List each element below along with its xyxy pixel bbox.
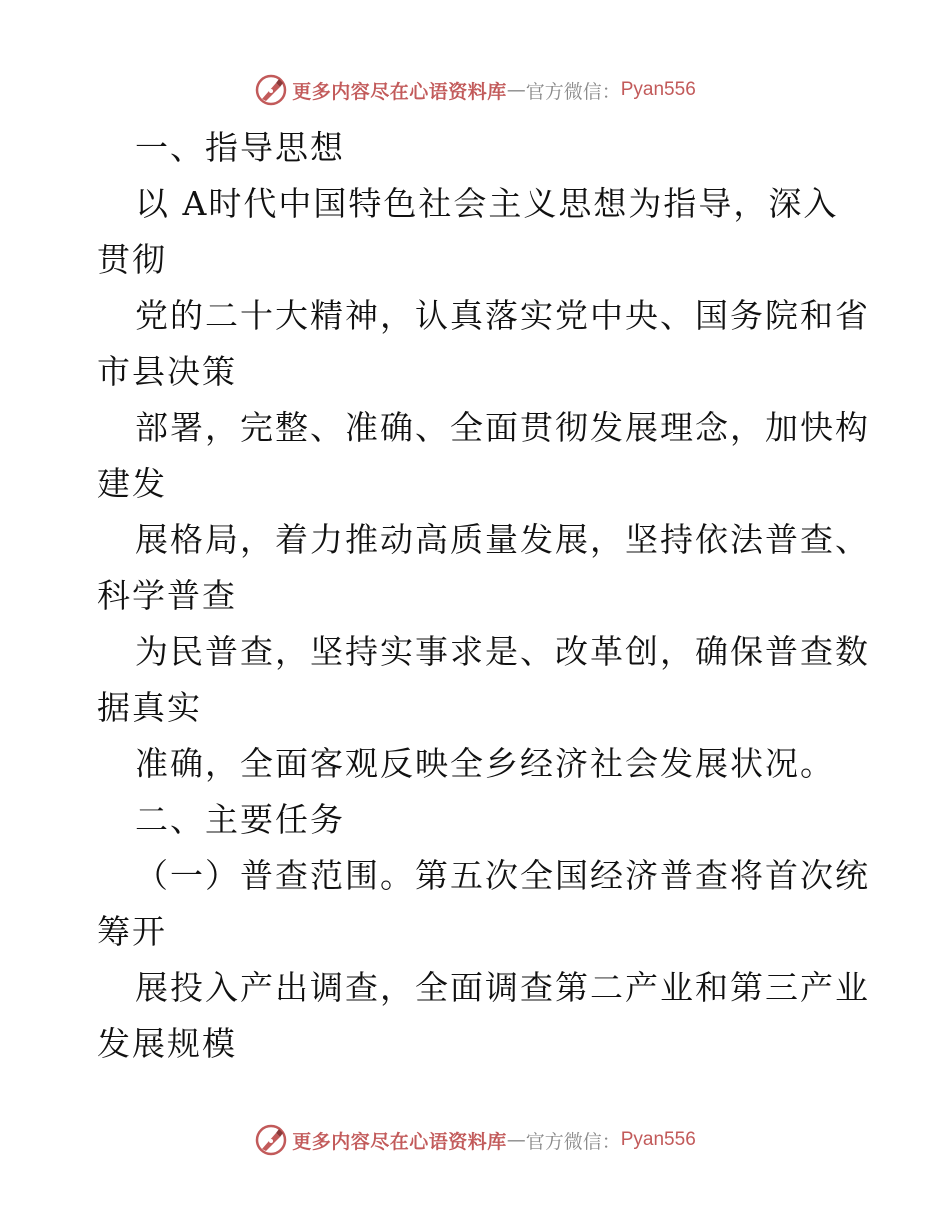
document-line: 党的二十大精神，认真落实党中央、国务院和省	[135, 296, 870, 335]
document-line: 为民普查，坚持实事求是、改革创，确保普查数	[135, 632, 870, 671]
document-line: 以 A时代中国特色社会主义思想为指导，深入	[135, 184, 839, 223]
document-line: 展投入产出调查，全面调查第二产业和第三产业	[135, 968, 870, 1007]
banner-brand-text: 更多内容尽在心语资料库	[292, 80, 507, 103]
document-line: 建发	[97, 464, 167, 503]
footer-watermark-banner	[0, 1120, 950, 1160]
fountain-pen-logo-icon	[254, 1123, 288, 1157]
document-line: 据真实	[97, 688, 202, 727]
document-line: 二、主要任务	[135, 800, 345, 839]
document-line: 展格局，着力推动高质量发展，坚持依法普查、	[135, 520, 870, 559]
document-line: （一）普查范围。第五次全国经济普查将首次统	[135, 856, 870, 895]
banner-separator: —	[506, 1129, 526, 1151]
banner-wechat-label: 官方微信：	[525, 80, 621, 103]
document-line: 市县决策	[97, 352, 237, 391]
document-line: 科学普查	[97, 576, 237, 615]
document-line: 准确，全面客观反映全乡经济社会发展状况。	[135, 744, 835, 783]
header-watermark-banner	[0, 70, 950, 110]
fountain-pen-logo-icon	[254, 73, 288, 107]
banner-wechat-label: 官方微信：	[525, 1130, 621, 1153]
document-body	[97, 120, 870, 1072]
document-line: 发展规模	[97, 1024, 237, 1063]
banner-wechat-id: Pyan556	[620, 79, 696, 100]
document-line: 筹开	[97, 912, 167, 951]
banner-brand-text: 更多内容尽在心语资料库	[292, 1130, 507, 1153]
document-line: 贯彻	[97, 240, 167, 279]
document-line: 一、指导思想	[135, 128, 345, 167]
banner-separator: —	[506, 79, 526, 101]
banner-wechat-id: Pyan556	[620, 1129, 696, 1150]
document-line: 部署，完整、准确、全面贯彻发展理念，加快构	[135, 408, 870, 447]
